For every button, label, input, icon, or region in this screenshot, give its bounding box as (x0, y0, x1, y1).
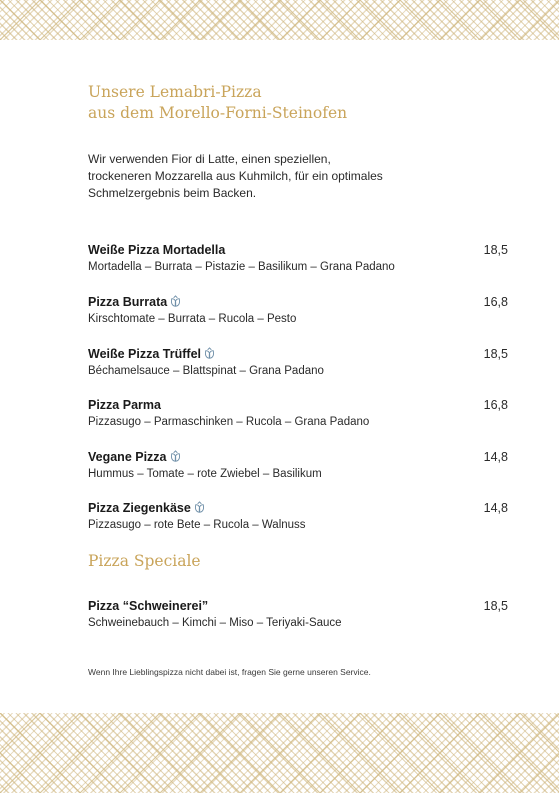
menu-item-description: Mortadella – Burrata – Pistazie – Basilikum – Grana Padano (88, 261, 395, 273)
vegetarian-leaf-icon (193, 501, 206, 514)
menu-item-name: Pizza Ziegenkäse (88, 500, 206, 516)
menu-item-name: Vegane Pizza (88, 449, 182, 465)
menu-item-description: Schweinebauch – Kimchi – Miso – Teriyaki-Sauce (88, 617, 342, 629)
vegetarian-leaf-icon (203, 347, 216, 360)
intro-line-2: trockeneren Mozzarella aus Kuhmilch, für ein optimales (88, 169, 383, 183)
intro-text (88, 151, 448, 202)
menu-item-price: 18,5 (483, 599, 508, 613)
page-title (88, 82, 488, 124)
vegetarian-leaf-icon (169, 295, 182, 308)
section-title-speciale: Pizza Speciale (88, 552, 201, 570)
menu-item-description: Pizzasugo – rote Bete – Rucola – Walnuss (88, 519, 306, 531)
menu-item-price: 16,8 (483, 398, 508, 412)
page-title-line-1: Unsere Lemabri-Pizza (88, 83, 262, 101)
menu-item-description: Kirschtomate – Burrata – Rucola – Pesto (88, 313, 297, 325)
menu-item-description: Pizzasugo – Parmaschinken – Rucola – Grana Padano (88, 416, 370, 428)
menu-item-name: Pizza Parma (88, 398, 161, 412)
footer-note: Wenn Ihre Lieblingspizza nicht dabei ist, fragen Sie gerne unseren Service. (88, 667, 371, 677)
menu-item-description: Hummus – Tomate – rote Zwiebel – Basilikum (88, 468, 322, 480)
menu-item-price: 18,5 (483, 347, 508, 361)
menu-item-name: Pizza “Schweinerei” (88, 599, 209, 613)
menu-item-description: Béchamelsauce – Blattspinat – Grana Padano (88, 365, 324, 377)
menu-item-price: 14,8 (483, 450, 508, 464)
menu-item-price: 14,8 (483, 501, 508, 515)
decorative-pattern-top (0, 0, 559, 40)
menu-item-name: Weiße Pizza Mortadella (88, 243, 226, 257)
menu-item-name: Weiße Pizza Trüffel (88, 346, 216, 362)
menu-item-price: 16,8 (483, 295, 508, 309)
menu-item-name: Pizza Burrata (88, 294, 182, 310)
vegetarian-leaf-icon (169, 450, 182, 463)
decorative-pattern-bottom (0, 713, 559, 793)
page-title-line-2: aus dem Morello-Forni-Steinofen (88, 104, 348, 122)
intro-line-3: Schmelzergebnis beim Backen. (88, 186, 257, 200)
menu-item-price: 18,5 (483, 243, 508, 257)
intro-line-1: Wir verwenden Fior di Latte, einen speziellen, (88, 152, 331, 166)
